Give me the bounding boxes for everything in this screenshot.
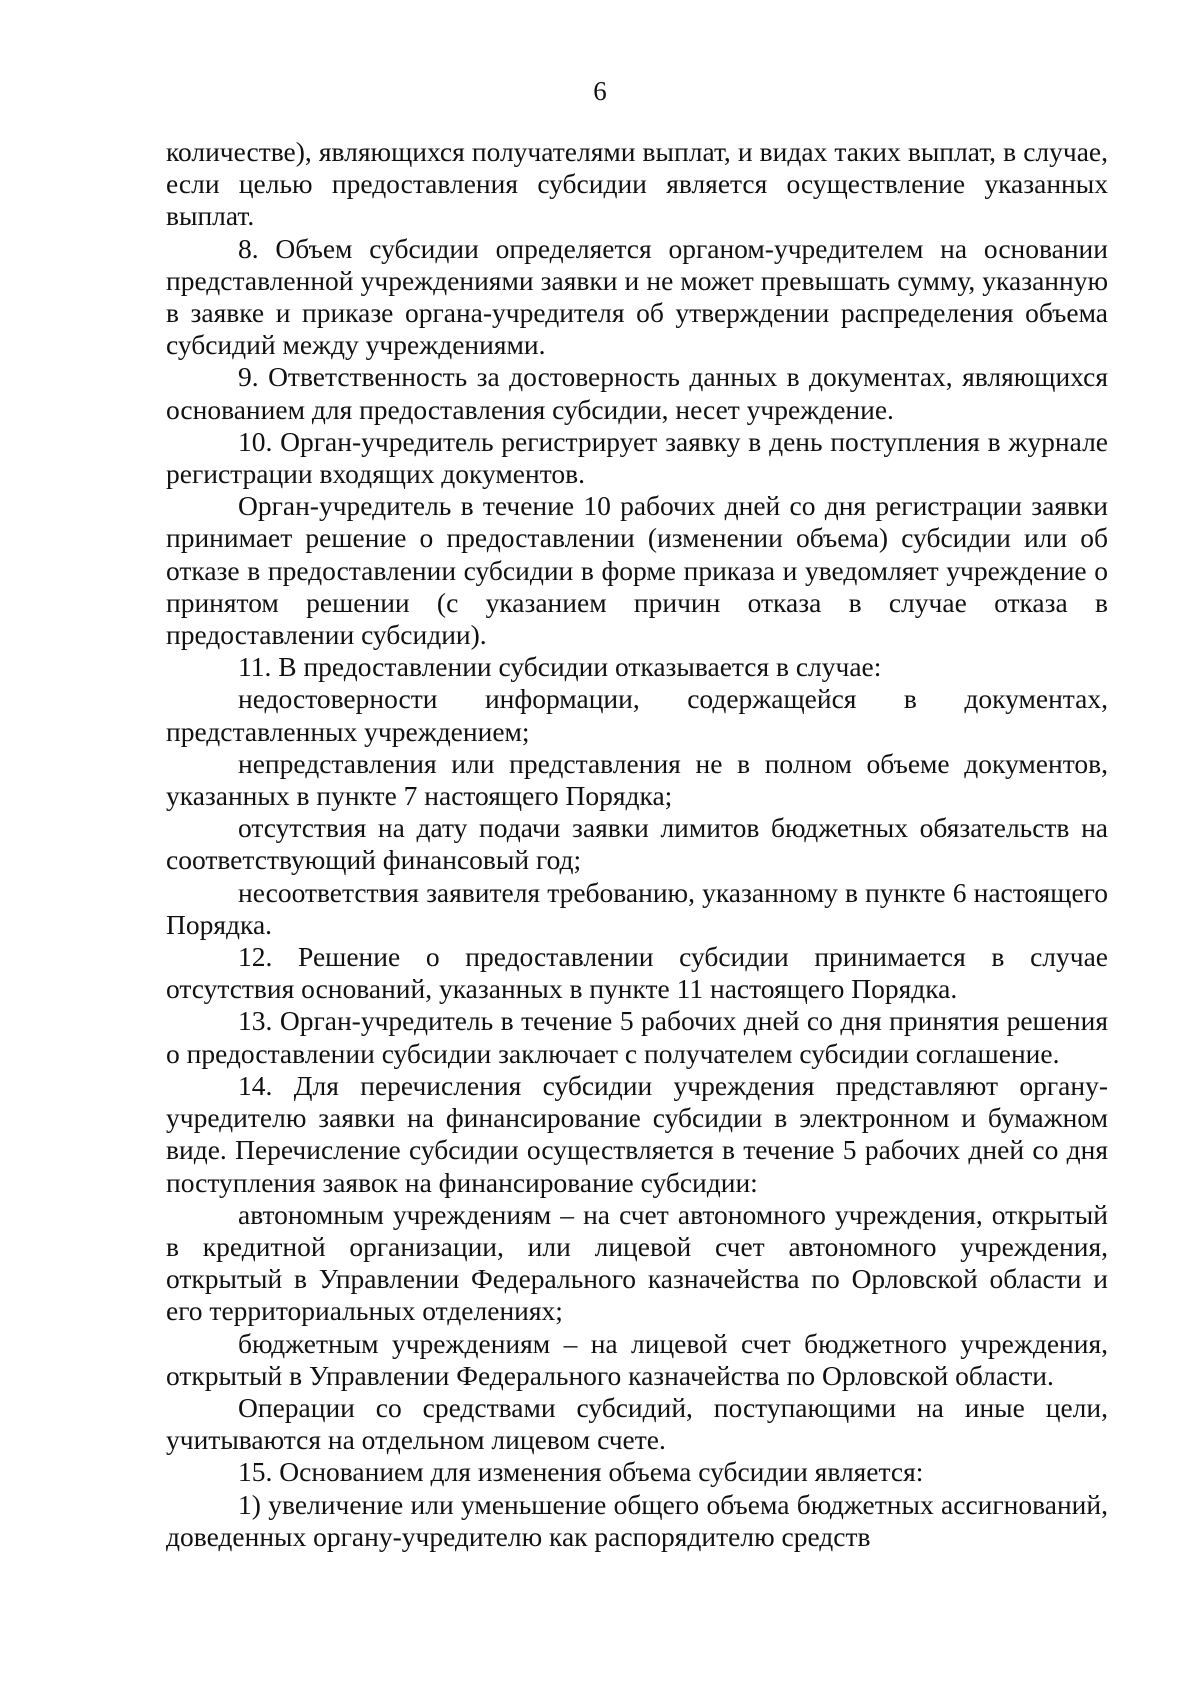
paragraph-item-14-budget: бюджетным учреждениям – на лицевой счет бюджетного учреждения, открытый в Управлении Федерального казначейства по Орловской области. bbox=[166, 1327, 1108, 1391]
paragraph-item-11-reason-3: отсутствия на дату подачи заявки лимитов бюджетных обязательств на соответствующий финансовый год; bbox=[166, 812, 1108, 876]
paragraph-item-13: 13. Орган-учредитель в течение 5 рабочих дней со дня принятия решения о предоставлении субсидии заключает с получателем субсидии соглашение. bbox=[166, 1005, 1108, 1069]
paragraph-item-10: 10. Орган-учредитель регистрирует заявку в день поступления в журнале регистрации входящих документов. bbox=[166, 425, 1108, 490]
paragraph-item-14-autonomous: автономным учреждениям – на счет автономного учреждения, открытый в кредитной организации, или лицевой счет автономного учреждения, открытый в Управлении Федерального казначейства по Орловской области и его территориальных отделениях; bbox=[166, 1198, 1108, 1327]
paragraph-item-11-reason-2: непредставления или представления не в полном объеме документов, указанных в пункте 7 настоящего Порядка; bbox=[166, 747, 1108, 812]
paragraph-item-11-reason-1: недостоверности информации, содержащейся в документах, представленных учреждением; bbox=[166, 683, 1108, 747]
paragraph-item-15: 15. Основанием для изменения объема субсидии является: bbox=[238, 1456, 924, 1488]
paragraph-item-14-operations: Операции со средствами субсидий, поступающими на иные цели, учитываются на отдельном лицевом счете. bbox=[166, 1391, 1108, 1456]
paragraph-item-8: 8. Объем субсидии определяется органом-учредителем на основании представленной учреждениями заявки и не может превышать сумму, указанную в заявке и приказе органа-учредителя об утверждении распределения объема субсидий между учреждениями. bbox=[166, 232, 1108, 361]
document-body bbox=[166, 136, 1108, 1553]
paragraph-item-15-subpoint-1: 1) увеличение или уменьшение общего объема бюджетных ассигнований, доведенных органу-учредителю как распорядителю средств bbox=[166, 1488, 1108, 1552]
paragraph-item-11: 11. В предоставлении субсидии отказывается в случае: bbox=[238, 651, 882, 683]
paragraph-item-10-decision: Орган-учредитель в течение 10 рабочих дней со дня регистрации заявки принимает решение о предоставлении (изменении объема) субсидии или об отказе в предоставлении субсидии в форме приказа и уведомляет учреждение о принятом решении (с указанием причин отказа в случае отказа в предоставлении субсидии). bbox=[166, 490, 1108, 651]
paragraph-item-12: 12. Решение о предоставлении субсидии принимается в случае отсутствия оснований, указанных в пункте 11 настоящего Порядка. bbox=[166, 941, 1108, 1005]
paragraph-continuation: количестве), являющихся получателями выплат, и видах таких выплат, в случае, если целью предоставления субсидии является осуществление указанных выплат. bbox=[166, 136, 1108, 232]
paragraph-item-14: 14. Для перечисления субсидии учреждения представляют органу-учредителю заявки на финансирование субсидии в электронном и бумажном виде. Перечисление субсидии осуществляется в течение 5 рабочих дней со дня поступления заявок на финансирование субсидии: bbox=[166, 1069, 1108, 1198]
paragraph-item-11-reason-4: несоответствия заявителя требованию, указанному в пункте 6 настоящего Порядка. bbox=[166, 876, 1108, 940]
page-number: 6 bbox=[593, 76, 607, 106]
paragraph-item-9: 9. Ответственность за достоверность данных в документах, являющихся основанием для предоставления субсидии, несет учреждение. bbox=[166, 361, 1108, 425]
